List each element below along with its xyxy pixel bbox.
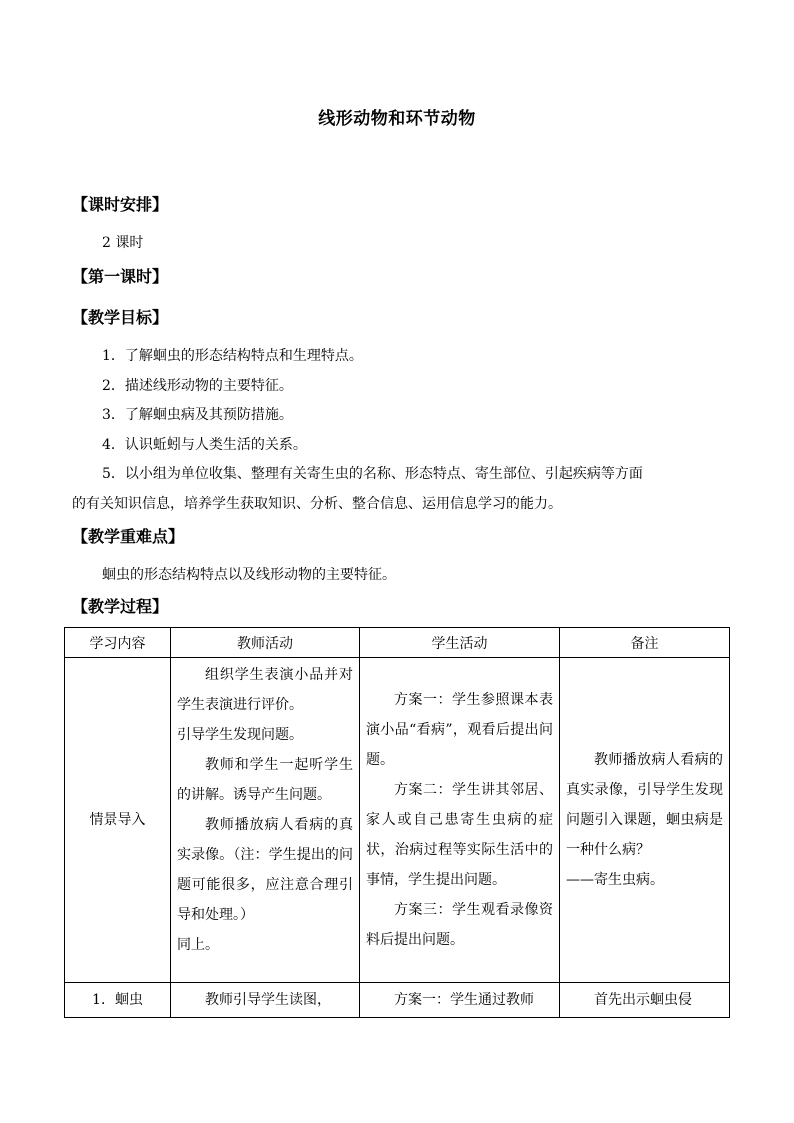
notes-paragraph: 首先出示蛔虫侵 — [594, 992, 692, 1008]
goal-item: 5．以小组为单位收集、整理有关寄生虫的名称、形态特点、寄生部位、引起疾病等方面 — [102, 466, 643, 483]
student-paragraph: 方案二：学生讲其邻居、家人或自己患寄生虫病的症状，治病过程等实际生活中的事情，学生提出问题。 — [366, 782, 553, 888]
key-points-text: 蛔虫的形态结构特点以及线形动物的主要特征。 — [102, 567, 396, 583]
schedule-text: 2 课时 — [102, 235, 144, 251]
goals-heading: 【教学目标】 — [72, 308, 169, 327]
teacher-paragraph: 同上。 — [177, 937, 219, 953]
notes-paragraph: 教师播放病人看病的真实录像，引导学生发现问题引入课题，蛔虫病是一种什么病？ — [566, 752, 723, 858]
first-lesson-heading: 【第一课时】 — [72, 267, 169, 286]
content-cell: 1．蛔虫 — [65, 983, 171, 1018]
goal-item-continued: 的有关知识信息，培养学生获取知识、分析、整合信息、运用信息学习的能力。 — [72, 495, 562, 512]
goal-item: 1．了解蛔虫的形态结构特点和生理特点。 — [102, 348, 363, 364]
goal-item: 4．认识蚯蚓与人类生活的关系。 — [102, 436, 307, 453]
teacher-paragraph: 教师和学生一起听学生的讲解。诱导产生问题。 — [177, 757, 353, 803]
teacher-paragraph: 引导学生发现问题。 — [177, 727, 303, 743]
teacher-paragraph: 教师引导学生读图， — [205, 992, 331, 1008]
student-paragraph: 方案一：学生参照课本表演小品“看病”，观看后提出问题。 — [366, 692, 553, 768]
goal-item: 3．了解蛔虫病及其预防措施。 — [102, 407, 293, 424]
student-paragraph: 方案一：学生通过教师 — [394, 992, 534, 1008]
document-title: 线形动物和环节动物 — [318, 109, 476, 129]
header-cell: 学习内容 — [65, 628, 171, 658]
teacher-paragraph: 组织学生表演小品并对学生表演进行评价。 — [177, 667, 353, 713]
header-cell: 学生活动 — [360, 628, 560, 658]
header-cell: 教师活动 — [171, 628, 360, 658]
schedule-heading: 【课时安排】 — [72, 195, 169, 214]
process-heading: 【教学过程】 — [72, 597, 169, 616]
header-cell: 备注 — [560, 628, 730, 658]
goals-list — [72, 342, 727, 520]
teacher-activity-cell — [171, 983, 360, 1018]
table-row — [65, 983, 730, 1018]
student-activity-cell — [360, 658, 560, 983]
teacher-activity-cell — [171, 658, 360, 983]
notes-paragraph: ——寄生虫病。 — [566, 872, 664, 888]
teacher-paragraph: 教师播放病人看病的真实录像。（注：学生提出的问题可能很多，应注意合理引导和处理。） — [177, 817, 353, 923]
notes-cell — [560, 658, 730, 983]
content-cell: 情景导入 — [65, 658, 171, 983]
notes-cell — [560, 983, 730, 1018]
student-paragraph: 方案三：学生观看录像资料后提出问题。 — [366, 902, 553, 948]
student-activity-cell — [360, 983, 560, 1018]
table-header-row — [65, 628, 730, 658]
table-row — [65, 658, 730, 983]
goal-item: 2．描述线形动物的主要特征。 — [102, 377, 293, 394]
key-points-heading: 【教学重难点】 — [72, 527, 185, 546]
lesson-table — [64, 627, 730, 1018]
